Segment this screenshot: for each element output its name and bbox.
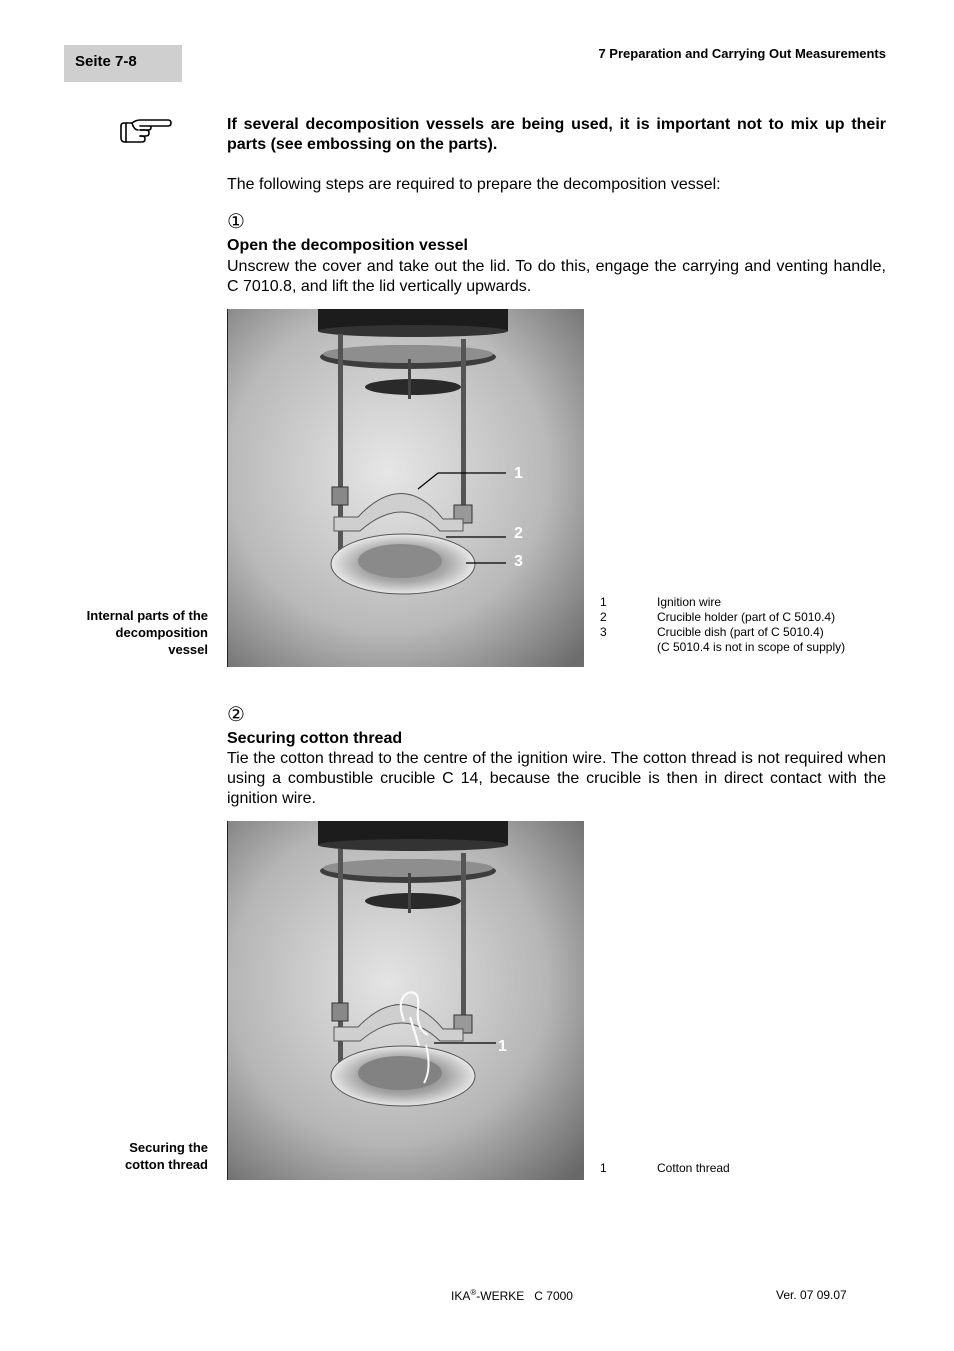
pointing-hand-icon: [118, 114, 172, 148]
legend-label: Cotton thread: [657, 1161, 730, 1175]
page-label: Seite 7-8: [75, 53, 137, 70]
callout-1: 1: [498, 1038, 507, 1055]
callout-2: 2: [514, 525, 523, 542]
step-2-body: Tie the cotton thread to the centre of the ignition wire. The cotton thread is not required when using a combustible crucible C 14, because the crucible is then in direct contact with the ignition wire.: [227, 750, 886, 807]
legend-row: [600, 625, 845, 640]
figure-caption-2: [48, 1139, 208, 1173]
legend-number: 2: [600, 610, 607, 624]
legend-number: 1: [600, 595, 607, 609]
legend-2: [600, 1161, 730, 1176]
legend-row: [600, 1161, 730, 1176]
footer-version: Ver. 07 09.07: [776, 1288, 847, 1302]
brand-name: IKA: [451, 1289, 471, 1303]
legend-label: Ignition wire: [657, 595, 722, 609]
caption-line: decomposition: [115, 625, 208, 640]
model-name: C 7000: [534, 1289, 573, 1303]
caption-line: cotton thread: [124, 1157, 208, 1172]
caption-line: Securing the: [129, 1140, 208, 1155]
photo-internal-parts: [227, 309, 584, 667]
legend-row: [600, 640, 845, 655]
page-number-tab: [64, 45, 182, 82]
caption-line: Internal parts of the: [86, 608, 208, 623]
step-1-body: Unscrew the cover and take out the lid. To do this, engage the carrying and venting handle, C 7010.8, and lift the lid vertically upwards.: [227, 258, 886, 295]
callout-3: 3: [514, 553, 523, 570]
legend-number: 3: [600, 625, 607, 639]
legend-label: (C 5010.4 is not in scope of supply): [657, 640, 846, 654]
registered-mark: ®: [470, 1288, 477, 1297]
brand-suffix: -WERKE: [476, 1289, 525, 1303]
step-2-heading: Securing cotton thread: [227, 730, 403, 747]
callout-1: 1: [514, 465, 523, 482]
important-note: If several decomposition vessels are being used, it is important not to mix up their parts (see embossing on the parts).: [227, 116, 886, 153]
footer-brand: [451, 1288, 573, 1303]
legend-row: [600, 595, 845, 610]
legend-number: 1: [600, 1161, 607, 1175]
figure-caption-1: [48, 607, 208, 658]
legend-1: [600, 595, 845, 655]
step-1-heading: Open the decomposition vessel: [227, 237, 468, 254]
legend-label: Crucible dish (part of C 5010.4): [657, 625, 824, 639]
step-1-number: ①: [227, 211, 245, 233]
photo-cotton-thread: [227, 821, 584, 1180]
intro-paragraph: The following steps are required to prepare the decomposition vessel:: [227, 176, 721, 193]
legend-label: Crucible holder (part of C 5010.4): [657, 610, 836, 624]
chapter-title: 7 Preparation and Carrying Out Measurements: [598, 46, 886, 61]
step-2-number: ②: [227, 704, 245, 726]
legend-number: [600, 640, 657, 655]
legend-row: [600, 610, 845, 625]
caption-line: vessel: [168, 642, 208, 657]
